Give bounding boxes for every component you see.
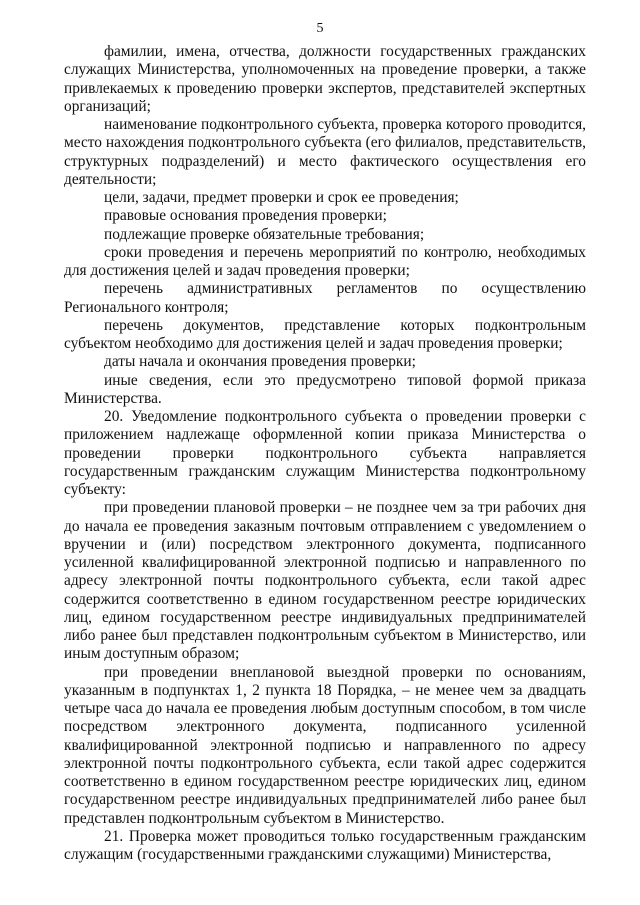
page-number: 5	[316, 21, 324, 36]
paragraph-other-info: иные сведения, если это предусмотрено типовой формой приказа Министерства.	[64, 371, 586, 407]
paragraph-regulations: перечень административных регламентов по осуществлению Регионального контроля;	[64, 280, 586, 316]
paragraph-planned-inspection: при проведении плановой проверки – не позднее чем за три рабочих дня до начала ее проведения заказным почтовым отправлением с уведомлением о вручении и (или) посредством электронного документа, подписанного усиленной квалифицированной электронной подписью и направленного по адресу электронной почты подконтрольного субъекта, если такой адрес содержится соответственно в едином государственном реестре юридических лиц, едином государственном реестре индивидуальных предпринимателей либо ранее был представлен подконтрольным субъектом в Министерство, или иным доступным образом;	[64, 499, 586, 663]
paragraph-subject-name: наименование подконтрольного субъекта, проверка которого проводится, место нахождения подконтрольного субъекта (его филиалов, представительств, структурных подразделений) и место фактического осуществления его деятельности;	[64, 116, 586, 188]
paragraph-legal-grounds: правовые основания проведения проверки;	[104, 207, 387, 225]
document-body	[64, 43, 586, 864]
paragraph-requirements: подлежащие проверке обязательные требования;	[104, 225, 425, 243]
paragraph-goals: цели, задачи, предмет проверки и срок ее проведения;	[104, 189, 459, 206]
paragraph-unplanned-inspection: при проведении внеплановой выездной проверки по основаниям, указанным в подпунктах 1, 2 пункта 18 Порядка, – не менее чем за двадцать четыре часа до начала ее проведения любым доступным способом, в том числе посредством электронного документа, подписанного усиленной квалифицированной электронной подписью и направленного по адресу электронной почты подконтрольного субъекта, если такой адрес содержится соответственно в едином государственном реестре юридических лиц, едином государственном реестре индивидуальных предпринимателей либо ранее был представлен подконтрольным субъектом в Министерство.	[64, 663, 586, 827]
paragraph-dates: даты начала и окончания проведения проверки;	[104, 353, 416, 371]
paragraph-item-20: 20. Уведомление подконтрольного субъекта о проведении проверки с приложением надлежаще оформленной копии приказа Министерства о проведении проверки подконтрольного субъекта направляется государственным гражданским служащим Министерства подконтрольному субъекту:	[64, 408, 586, 498]
paragraph-item-21: 21. Проверка может проводиться только государственным гражданским служащим (государственными гражданскими служащими) Министерства,	[64, 827, 586, 863]
paragraph-terms-measures: сроки проведения и перечень мероприятий по контролю, необходимых для достижения целей и задач проведения проверки;	[64, 243, 586, 279]
paragraph-inspector-names: фамилии, имена, отчества, должности государственных гражданских служащих Министерства, уполномоченных на проведение проверки, а также привлекаемых к проведению проверки экспертов, представителей экспертных организаций;	[64, 43, 586, 115]
paragraph-documents: перечень документов, представление которых подконтрольным субъектом необходимо для достижения целей и задач проведения проверки;	[64, 316, 586, 352]
